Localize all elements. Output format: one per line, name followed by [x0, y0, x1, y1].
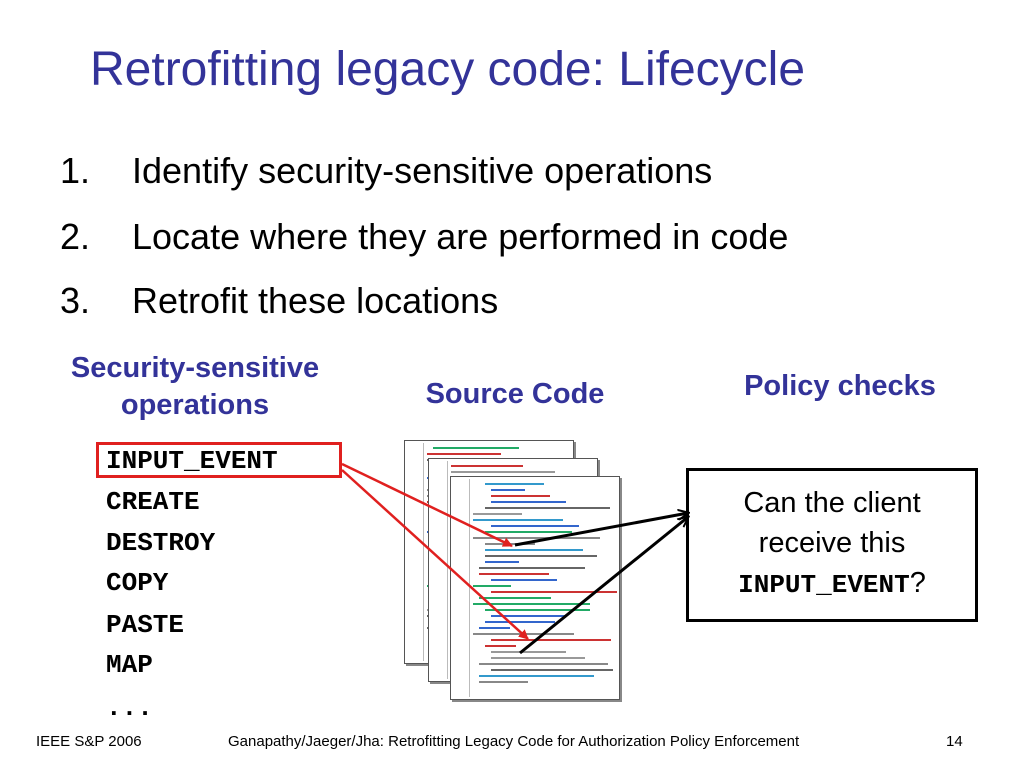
policy-question-mark: ? — [909, 567, 926, 599]
operation-item: COPY — [106, 568, 169, 598]
black-arrow — [520, 517, 688, 653]
step-number: 3. — [60, 280, 91, 321]
operation-item: MAP — [106, 650, 153, 680]
step-text: Retrofit these locations — [132, 280, 499, 321]
operation-item: ... — [106, 693, 153, 723]
step-number: 1. — [60, 150, 91, 191]
red-arrow — [342, 464, 512, 546]
step-number: 2. — [60, 216, 91, 257]
policy-operation-name: INPUT_EVENT — [738, 570, 910, 600]
footer-venue: IEEE S&P 2006 — [36, 733, 142, 750]
operation-item: INPUT_EVENT — [106, 446, 278, 476]
slide-title: Retrofitting legacy code: Lifecycle — [90, 43, 806, 96]
operation-item: DESTROY — [106, 528, 216, 558]
policy-text-line: Can the client — [743, 487, 921, 519]
step-text: Identify security-sensitive operations — [132, 150, 713, 191]
step-text: Locate where they are performed in code — [132, 216, 789, 257]
operation-item: PASTE — [106, 610, 185, 640]
red-arrow — [342, 470, 528, 639]
policy-checks-heading: Policy checks — [744, 370, 936, 402]
policy-text-line: receive this — [758, 527, 906, 559]
operation-item: CREATE — [106, 487, 200, 517]
black-arrow — [515, 513, 688, 545]
footer-page-number: 14 — [946, 733, 963, 750]
operations-heading: Security-sensitive operations — [70, 352, 320, 421]
footer-citation: Ganapathy/Jaeger/Jha: Retrofitting Legacy Code for Authorization Policy Enforcement — [228, 733, 800, 750]
source-code-heading: Source Code — [425, 378, 605, 410]
